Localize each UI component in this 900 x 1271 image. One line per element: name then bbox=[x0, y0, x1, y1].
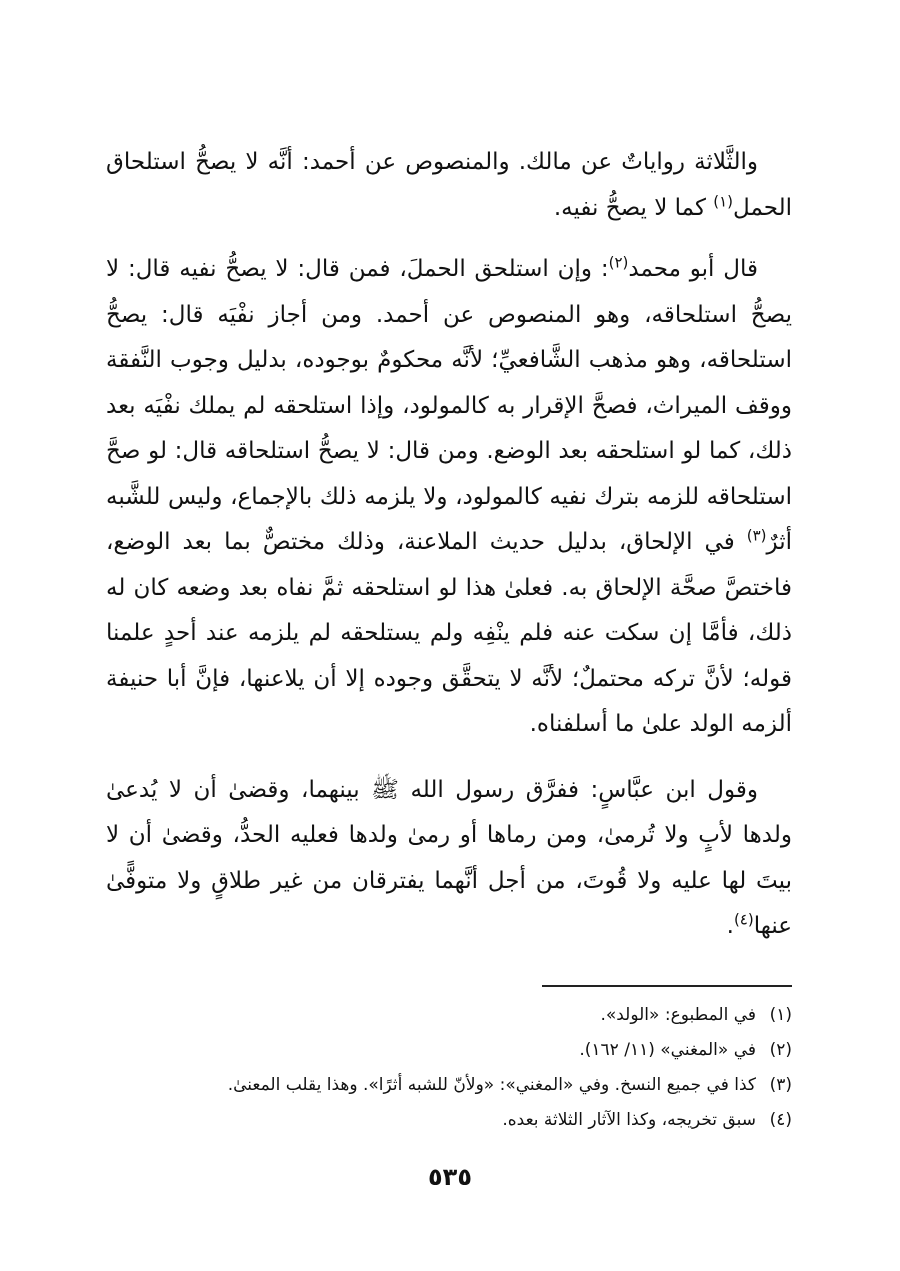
footnote-2 bbox=[106, 1033, 792, 1068]
paragraph-2-text-a: قال أبو محمد bbox=[628, 256, 758, 282]
paragraph-2-text-c: في الإلحاق، بدليل حديث الملاعنة، وذلك مختصٌّ بما بعد الوضع، فاختصَّ صحَّة الإلحاق به. فعلىٰ هذا لو استلحقه ثمَّ نفاه بعد وضعه كان له ذلك، فأمَّا إن سكت عنه فلم ينْفِه ولم يستلحقه لم يلزمه عند أحدٍ علمنا قوله؛ لأنَّ تركه محتملٌ؛ لأنَّه لا يتحقَّق وجوده إلا أن يلاعنها، فإنَّ أبا حنيفة ألزمه الولد علىٰ ما أسلفناه. bbox=[106, 529, 792, 737]
footnote-4 bbox=[106, 1103, 792, 1138]
paragraph-3-text-a: وقول ابن عبَّاسٍ: ففرَّق رسول الله ﷺ بينهما، وقضىٰ أن لا يُدعىٰ ولدها لأبٍ ولا تُرمىٰ، ومن رماها أو رمىٰ ولدها فعليه الحدُّ، وقضىٰ أن لا بيتَ لها عليه ولا قُوتَ، من أجل أنَّهما يفترقان من غير طلاقٍ ولا متوفًّىٰ عنها bbox=[106, 776, 792, 939]
footnote-number: (٣) bbox=[769, 1075, 792, 1095]
footnote-text: كذا في جميع النسخ. وفي «المغني»: «ولأنّ للشبه أثرًا». وهذا يقلب المعنىٰ. bbox=[227, 1075, 756, 1095]
paragraph-1 bbox=[106, 140, 792, 231]
footnote-number: (١) bbox=[769, 1005, 792, 1025]
footnote-ref-4[interactable]: (٤) bbox=[733, 910, 754, 929]
footnote-number: (٤) bbox=[769, 1110, 792, 1130]
footnote-ref-1[interactable]: (١) bbox=[713, 191, 734, 210]
paragraph-2-text-b: : وإن استلحق الحملَ، فمن قال: لا يصحُّ نفيه قال: لا يصحُّ استلحاقه، وهو المنصوص عن أحمد. ومن أجاز نفْيَه قال: يصحُّ استلحاقه، وهو مذهب الشَّافعيِّ؛ لأنَّه محكومٌ بوجوده، بدليل وجوب النَّفقة ووقف الميراث، فصحَّ الإقرار به كالمولود، وإذا استلحقه لم يملك نفْيَه بعد ذلك، كما لو استلحقه بعد الوضع. ومن قال: لا يصحُّ استلحاقه قال: لو صحَّ استلحاقه للزمه بترك نفيه كالمولود، ولا يلزمه ذلك بالإجماع، وليس للشَّبه أثرٌ bbox=[106, 256, 792, 555]
page-number: ٥٣٥ bbox=[428, 1163, 472, 1191]
footnote-number: (٢) bbox=[769, 1040, 792, 1060]
paragraph-3 bbox=[106, 768, 792, 950]
paragraph-3-text-b: . bbox=[726, 913, 734, 939]
page-body bbox=[106, 140, 792, 1130]
paragraph-2 bbox=[106, 247, 792, 748]
footnote-3 bbox=[106, 1068, 792, 1103]
footnotes bbox=[106, 998, 792, 1138]
paragraph-1-text-a: والثَّلاثة رواياتٌ عن مالك. والمنصوص عن أحمد: أنَّه لا يصحُّ استلحاق الحمل bbox=[106, 149, 792, 221]
footnote-divider bbox=[542, 985, 792, 987]
footnote-1 bbox=[106, 998, 792, 1033]
footnote-text: في «المغني» (١١/ ١٦٢). bbox=[579, 1040, 756, 1060]
footnote-ref-3[interactable]: (٣) bbox=[746, 526, 767, 545]
footnote-ref-2[interactable]: (٢) bbox=[608, 253, 629, 272]
footnote-text: سبق تخريجه، وكذا الآثار الثلاثة بعده. bbox=[502, 1110, 756, 1130]
paragraph-1-text-b: كما لا يصحُّ نفيه. bbox=[553, 194, 714, 221]
footnote-text: في المطبوع: «الولد». bbox=[600, 1005, 756, 1025]
